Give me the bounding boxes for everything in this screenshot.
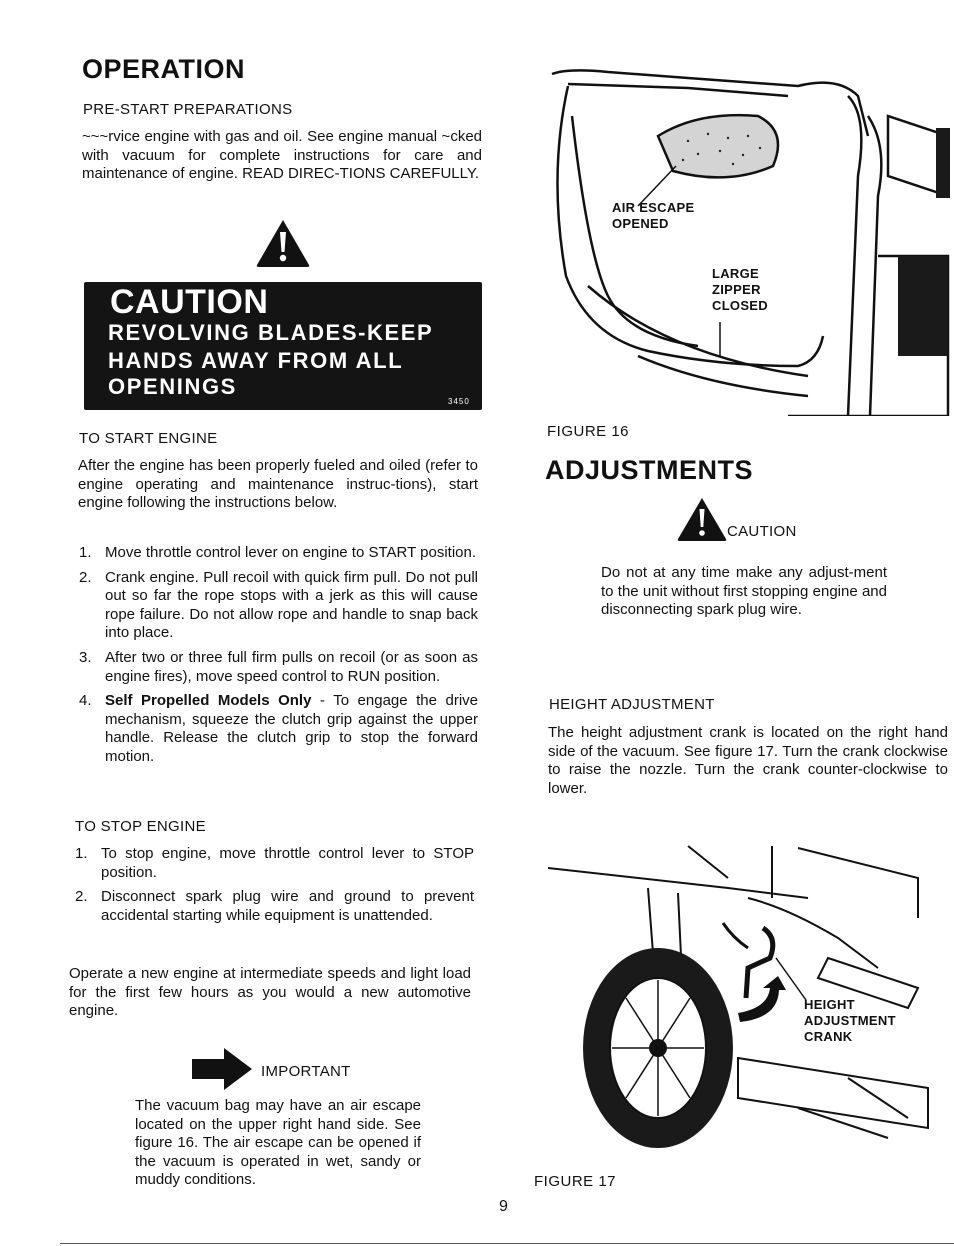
prestart-text: ~~~rvice engine with gas and oil. See engine manual ~cked with vacuum for complete instructions for care and maintenance of engine. READ DIREC-TIONS CAREFULLY. [82, 128, 482, 183]
list-item: 1. Move throttle control lever on engine to START position. [79, 544, 477, 561]
list-item: 3. After two or three full firm pulls on recoil (or as soon as engine fires), move speed control to RUN position. [79, 648, 478, 685]
height-adjustment-heading: HEIGHT ADJUSTMENT [549, 696, 715, 713]
list-item: 2. Disconnect spark plug wire and ground to prevent accidental starting while equipment is unattended. [75, 888, 474, 924]
fig17-label-crank: HEIGHT ADJUSTMENT CRANK [804, 997, 896, 1044]
start-engine-intro: After the engine has been properly fueled and oiled (refer to engine operating and maintenance instruc-tions), start engine following the instructions below. [78, 457, 478, 512]
warning-triangle-icon [676, 496, 728, 542]
bottom-rule [60, 1243, 954, 1244]
caution-label-line1: REVOLVING BLADES-KEEP [108, 320, 434, 345]
list-item: 4. Self Propelled Models Only - To engage the drive mechanism, squeeze the clutch grip against the upper handle. Release the clutch grip to stop the forward motion. [79, 692, 479, 765]
figure-16-caption: FIGURE 16 [547, 423, 630, 440]
start-engine-heading: TO START ENGINE [79, 430, 218, 447]
fig16-label-zipper: LARGE ZIPPER CLOSED [712, 266, 768, 313]
caution-label-line2: HANDS AWAY FROM ALL [108, 348, 404, 373]
fig16-label-air-escape: AIR ESCAPE OPENED [612, 200, 695, 231]
adjustments-caution-text: Do not at any time make any adjust-ment to the unit without first stopping engine and disconnecting spark plug wire. [601, 564, 887, 619]
start-engine-steps [72, 544, 478, 767]
adjustments-caution-label: CAUTION [727, 523, 797, 540]
caution-label-code: 3450 [448, 397, 470, 406]
caution-label-title: CAUTION [110, 283, 269, 321]
important-label: IMPORTANT [261, 1063, 351, 1080]
caution-label [84, 282, 482, 410]
important-text: The vacuum bag may have an air escape located on the upper right hand side. See figure 16. The air escape can be opened if the vacuum is operated in wet, sandy or muddy conditions. [135, 1097, 421, 1189]
figure-17-caption: FIGURE 17 [534, 1173, 617, 1190]
section-title-adjustments: ADJUSTMENTS [545, 455, 754, 485]
figure-16-illustration [548, 56, 952, 416]
prestart-heading: PRE-START PREPARATIONS [83, 101, 293, 118]
new-engine-note: Operate a new engine at intermediate speeds and light load for the first few hours as you would a new automotive engine. [69, 965, 471, 1020]
list-item: 2. Crank engine. Pull recoil with quick firm pull. Do not pull out so far the rope stops with a jerk as this will cause rope failure. Do not allow rope and handle to snap back into place. [79, 568, 478, 642]
warning-triangle-icon [255, 218, 311, 268]
page-number: 9 [499, 1198, 508, 1215]
caution-label-line3: OPENINGS [108, 374, 237, 399]
stop-engine-steps [68, 845, 474, 925]
section-title-operation: OPERATION [82, 54, 246, 84]
figure-17-illustration [548, 838, 952, 1154]
stop-engine-heading: TO STOP ENGINE [75, 818, 206, 835]
list-item: 1. To stop engine, move throttle control lever to STOP position. [75, 845, 474, 881]
height-adjustment-text: The height adjustment crank is located on the right hand side of the vacuum. See figure 17. Turn the crank clockwise to raise the nozzle. Turn the crank counter-clockwise to lower. [548, 724, 948, 797]
arrow-right-icon [192, 1048, 254, 1090]
